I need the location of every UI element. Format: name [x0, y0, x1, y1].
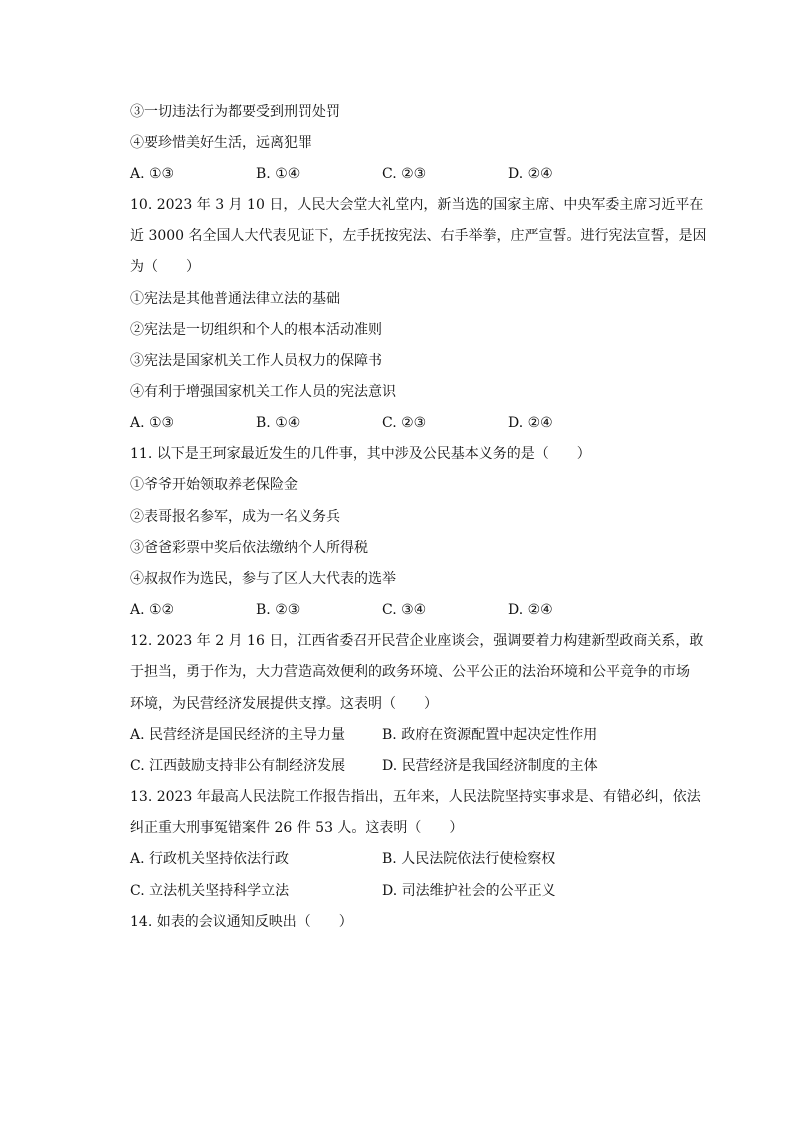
q10-option-c[interactable]: C. ②③ — [382, 415, 427, 431]
q11-option-a[interactable]: A. ①② — [130, 602, 175, 618]
q11-stem-line-1: 11. 以下是王珂家最近发生的几件事，其中涉及公民基本义务的是（ ） — [130, 446, 591, 462]
q13-stem-line-2: 纠正重大刑事冤错案件 26 件 53 人。这表明（ ） — [130, 820, 464, 836]
q13-option-b[interactable]: B. 人民法院依法行使检察权 — [382, 851, 556, 867]
q11-item-2: ②表哥报名参军，成为一名义务兵 — [130, 509, 340, 525]
prev-option-b[interactable]: B. ①④ — [256, 166, 301, 182]
q12-option-a[interactable]: A. 民营经济是国民经济的主导力量 — [130, 727, 346, 743]
q10-stem-line-1: 10. 2023 年 3 月 10 日，人民大会堂大礼堂内，新当选的国家主席、中央军委主席习近平在 — [130, 197, 704, 213]
q14-stem-line-1: 14. 如表的会议通知反映出（ ） — [130, 914, 353, 930]
q13-options-row-1 — [130, 849, 700, 869]
q13-option-d[interactable]: D. 司法维护社会的公平正义 — [382, 883, 556, 899]
q11-option-d[interactable]: D. ②④ — [508, 602, 553, 618]
prev-item-3: ③一切违法行为都要受到刑罚处罚 — [130, 104, 340, 120]
q13-option-a[interactable]: A. 行政机关坚持依法行政 — [130, 851, 290, 867]
q12-stem-line-2: 于担当，勇于作为，大力营造高效便利的政务环境、公平公正的法治环境和公平竞争的市场 — [130, 664, 690, 680]
q10-item-4: ④有利于增强国家机关工作人员的宪法意识 — [130, 384, 396, 400]
q11-option-b[interactable]: B. ②③ — [256, 602, 301, 618]
q10-option-b[interactable]: B. ①④ — [256, 415, 301, 431]
q10-stem-line-2: 近 3000 名全国人大代表见证下，左手抚按宪法、右手举拳，庄严宣誓。进行宪法宣誓，是因 — [130, 228, 707, 244]
q10-stem-line-3: 为（ ） — [130, 259, 200, 275]
q12-option-c[interactable]: C. 江西鼓励支持非公有制经济发展 — [130, 758, 346, 774]
q12-options-row-1 — [130, 725, 700, 745]
q10-item-2: ②宪法是一切组织和个人的根本活动准则 — [130, 322, 382, 338]
q11-item-3: ③爸爸彩票中奖后依法缴纳个人所得税 — [130, 540, 368, 556]
prev-option-d[interactable]: D. ②④ — [508, 166, 553, 182]
prev-option-a[interactable]: A. ①③ — [130, 166, 175, 182]
q12-option-d[interactable]: D. 民营经济是我国经济制度的主体 — [382, 758, 598, 774]
q13-options-row-2 — [130, 881, 700, 901]
q13-option-c[interactable]: C. 立法机关坚持科学立法 — [130, 883, 290, 899]
q10-item-1: ①宪法是其他普通法律立法的基础 — [130, 291, 340, 307]
q11-item-1: ①爷爷开始领取养老保险金 — [130, 477, 298, 493]
q11-item-4: ④叔叔作为选民，参与了区人大代表的选举 — [130, 571, 396, 587]
q13-stem-line-1: 13. 2023 年最高人民法院工作报告指出，五年来，人民法院坚持实事求是、有错必纠，依法 — [130, 789, 701, 805]
prev-option-c[interactable]: C. ②③ — [382, 166, 427, 182]
q10-options — [130, 413, 700, 433]
q10-item-3: ③宪法是国家机关工作人员权力的保障书 — [130, 353, 382, 369]
q10-option-a[interactable]: A. ①③ — [130, 415, 175, 431]
prev-item-4: ④要珍惜美好生活，远离犯罪 — [130, 135, 312, 151]
q11-option-c[interactable]: C. ③④ — [382, 602, 427, 618]
q12-option-b[interactable]: B. 政府在资源配置中起决定性作用 — [382, 727, 598, 743]
q10-option-d[interactable]: D. ②④ — [508, 415, 553, 431]
q11-options — [130, 600, 700, 620]
q12-options-row-2 — [130, 756, 700, 776]
q12-stem-line-3: 环境，为民营经济发展提供支撑。这表明（ ） — [130, 696, 438, 712]
q12-stem-line-1: 12. 2023 年 2 月 16 日，江西省委召开民营企业座谈会，强调要着力构建新型政商关系，敢 — [130, 633, 704, 649]
prev-options — [130, 164, 700, 184]
